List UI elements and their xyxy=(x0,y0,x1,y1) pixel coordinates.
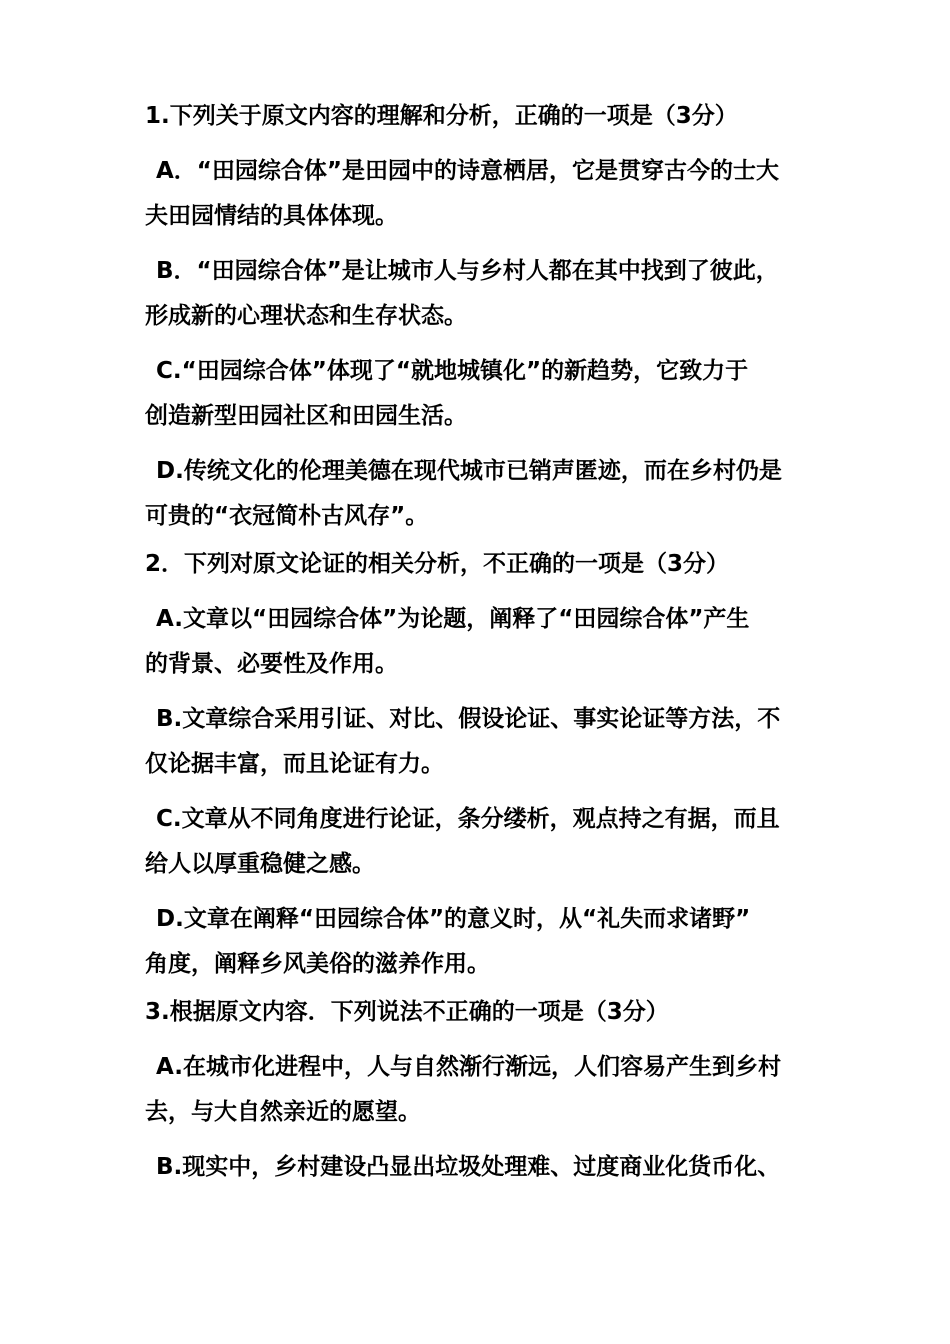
question-1-option-b-line-2: 形成新的心理状态和生存状态。 xyxy=(145,303,467,329)
question-1-title: 1.下列关于原文内容的理解和分析，正确的一项是（3分） xyxy=(145,103,738,129)
question-2-option-c-line-1: C.文章从不同角度进行论证，条分缕析，观点持之有据，而且 xyxy=(156,806,780,832)
question-1-option-b-line-1: B．“田园综合体”是让城市人与乡村人都在其中找到了彼此， xyxy=(156,258,779,284)
question-3-option-a-line-1: A.在城市化进程中，人与自然渐行渐远，人们容易产生到乡村 xyxy=(156,1054,781,1080)
question-1-option-c-line-1: C.“田园综合体”体现了“就地城镇化”的新趋势，它致力于 xyxy=(156,358,749,384)
question-1-option-c-line-2: 创造新型田园社区和田园生活。 xyxy=(145,403,467,429)
question-1-option-a-line-1: A．“田园综合体”是田园中的诗意栖居，它是贯穿古今的士大 xyxy=(156,158,780,184)
question-2-option-b-line-1: B.文章综合采用引证、对比、假设论证、事实论证等方法，不 xyxy=(156,706,781,732)
question-1-option-d-line-1: D.传统文化的伦理美德在现代城市已销声匿迹，而在乡村仍是 xyxy=(156,458,782,484)
question-2-option-d-line-1: D.文章在阐释“田园综合体”的意义时，从“礼失而求诸野” xyxy=(156,906,751,932)
question-3-title: 3.根据原文内容．下列说法不正确的一项是（3分） xyxy=(145,999,669,1025)
question-1-option-a-line-2: 夫田园情结的具体体现。 xyxy=(145,203,398,229)
question-2-option-c-line-2: 给人以厚重稳健之感。 xyxy=(145,851,375,877)
question-3-option-a-line-2: 去，与大自然亲近的愿望。 xyxy=(145,1099,421,1125)
question-2-option-a-line-2: 的背景、必要性及作用。 xyxy=(145,651,398,677)
question-2-option-a-line-1: A.文章以“田园综合体”为论题，阐释了“田园综合体”产生 xyxy=(156,606,750,632)
question-2-option-b-line-2: 仅论据丰富，而且论证有力。 xyxy=(145,751,444,777)
question-2-title: 2．下列对原文论证的相关分析，不正确的一项是（3分） xyxy=(145,551,730,577)
question-2-option-d-line-2: 角度，阐释乡风美俗的滋养作用。 xyxy=(145,951,490,977)
question-3-option-b-line-1: B.现实中，乡村建设凸显出垃圾处理难、过度商业化货币化、 xyxy=(156,1154,781,1180)
question-1-option-d-line-2: 可贵的“衣冠简朴古风存”。 xyxy=(145,503,429,529)
